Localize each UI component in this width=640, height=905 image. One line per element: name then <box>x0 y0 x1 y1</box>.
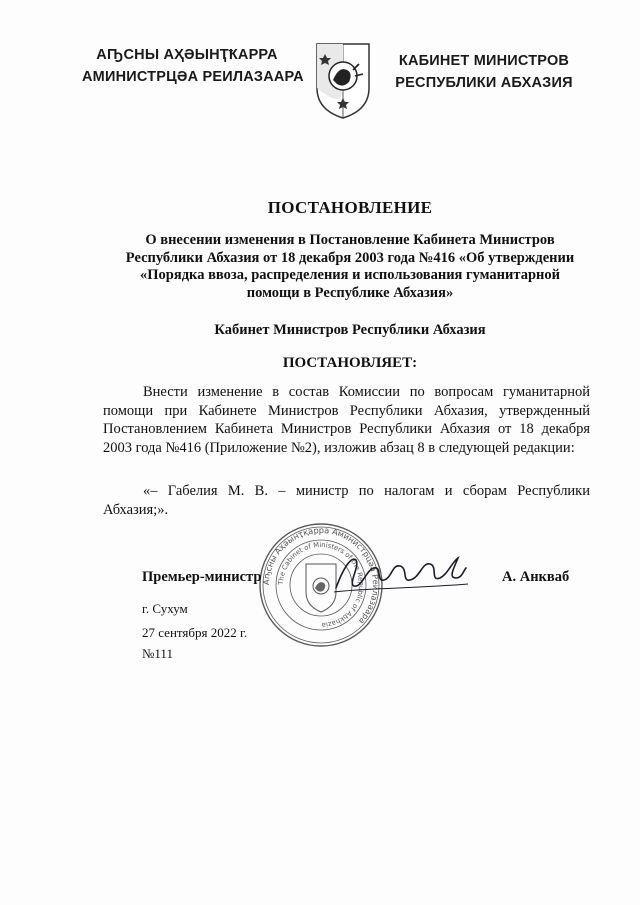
header-left-abkhaz <box>82 44 304 88</box>
document-number: №111 <box>142 646 173 661</box>
subject-line: «Порядка ввоза, распределения и использования гуманитарной <box>140 267 560 283</box>
paragraph-1: Внести изменение в состав Комиссии по вопросам гуманитарной помощи при Кабинете Министров Республики Абхазия, утвержденный Постановлением Кабинета Министров Республики Абхазия от 18 декабря 2003 года №416 (Приложение №2), изложив абзац 8 в следующей редакции: <box>103 384 590 456</box>
header-right-line1: КАБИНЕТ МИНИСТРОВ <box>398 53 570 69</box>
abkhazia-emblem-icon <box>313 40 373 120</box>
document-place: г. Сухум <box>142 601 188 616</box>
decree-heading: ПОСТАНОВЛЯЕТ: <box>282 355 418 371</box>
header-left-line1: АҦСНЫ АҲӘЫНҬҞАРРА <box>96 47 278 63</box>
handwritten-signature <box>330 548 470 598</box>
subject-line: помощи в Республике Абхазия» <box>246 284 454 301</box>
subject-line: О внесении изменения в Постановление Кабинета Министров <box>145 232 555 248</box>
seal-outer-text: Аҧсны Аҳәынҭқарра Аминистрцәа Реилазаара <box>260 524 382 627</box>
document-date: 27 сентября 2022 г. <box>142 625 248 640</box>
document-subject <box>110 232 590 302</box>
seal-inner-text: The Cabinet of Ministers of the Republic of Abkhazia <box>276 540 366 630</box>
header-right-russian <box>384 50 584 94</box>
signature-position: Премьер-министр <box>142 569 262 585</box>
document-title: ПОСТАНОВЛЕНИЕ <box>267 198 433 217</box>
paragraph-2: «– Габелия М. В. – министр по налогам и сборам Республики Абхазия;». <box>103 483 590 518</box>
header-right-line2: РЕСПУБЛИКИ АБХАЗИЯ <box>395 75 573 91</box>
header-left-line2: АМИНИСТРЦӘА РЕИЛАЗААРА <box>82 69 304 85</box>
signature-name: А. Анкваб <box>502 569 570 585</box>
issuer: Кабинет Министров Республики Абхазия <box>214 322 486 338</box>
subject-line: Республики Абхазия от 18 декабря 2003 года №416 «Об утверждении <box>125 249 575 266</box>
